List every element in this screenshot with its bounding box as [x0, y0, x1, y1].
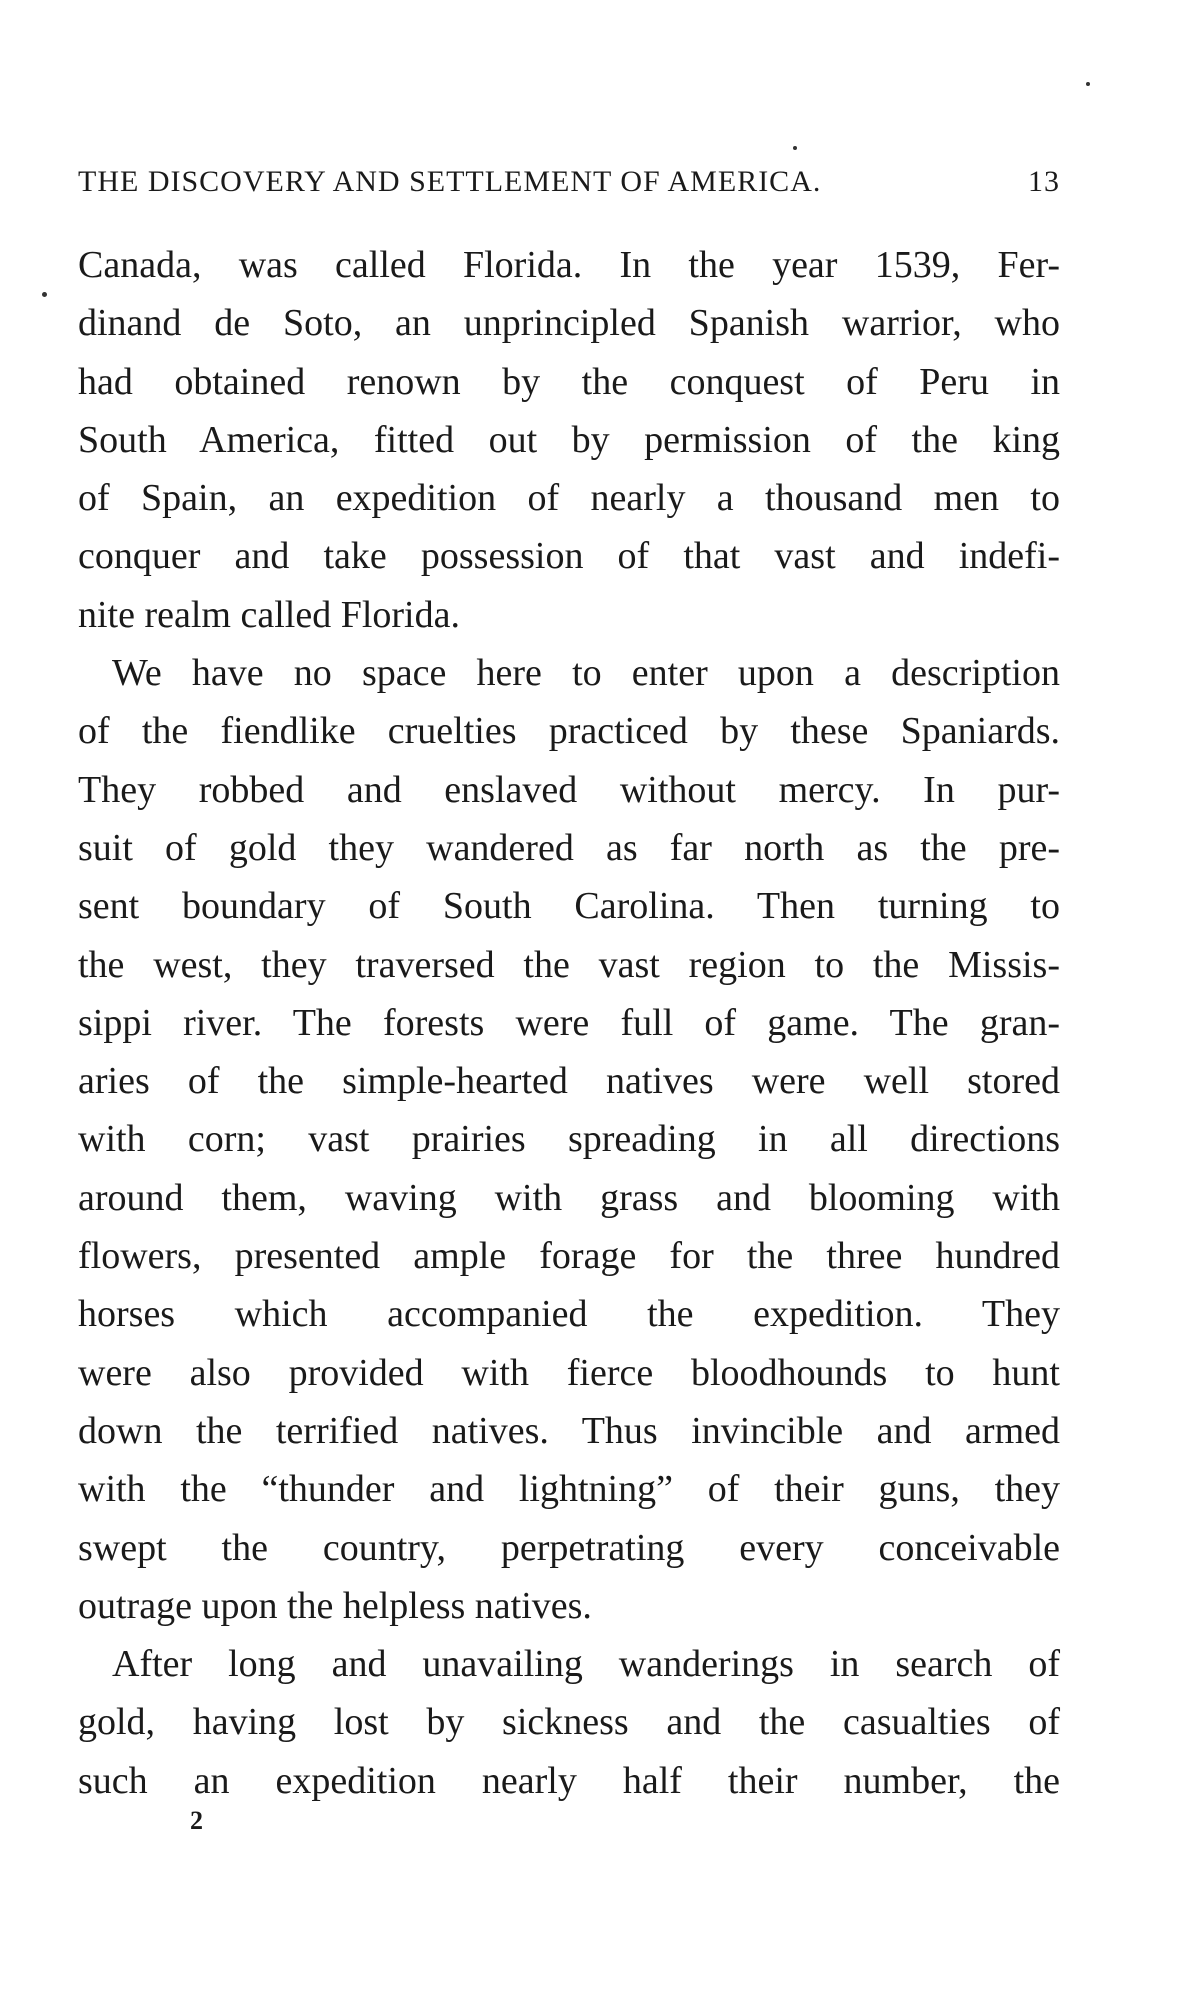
text-line: aries of the simple-hearted natives were well stored: [78, 1060, 1060, 1103]
text-line: sent boundary of South Carolina. Then turning to: [78, 885, 1060, 928]
text-line: They robbed and enslaved without mercy. In pur-: [78, 768, 1060, 811]
text-line: had obtained renown by the conquest of Peru in: [78, 360, 1060, 403]
paragraph-3: [78, 1635, 1060, 1810]
text-line: dinand de Soto, an unprincipled Spanish warrior, who: [78, 302, 1060, 345]
text-line: of the fiendlike cruelties practiced by these Spaniards.: [78, 710, 1060, 753]
signature-mark: 2: [190, 1806, 203, 1835]
text-line: sippi river. The forests were full of game. The gran-: [78, 1001, 1060, 1044]
text-line: of Spain, an expedition of nearly a thousand men to: [78, 477, 1060, 520]
body-text: [78, 236, 1060, 1810]
text-line: down the terrified natives. Thus invincible and armed: [78, 1409, 1060, 1452]
running-head-title: THE DISCOVERY AND SETTLEMENT OF AMERICA.: [78, 165, 822, 198]
text-line: flowers, presented ample forage for the three hundred: [78, 1235, 1060, 1278]
text-line: Canada, was called Florida. In the year 1539, Fer-: [78, 244, 1060, 286]
text-line: South America, fitted out by permission of the king: [78, 418, 1060, 461]
text-line: such an expedition nearly half their number, the: [78, 1759, 1060, 1802]
text-line: nite realm called Florida.: [78, 593, 460, 636]
text-line: gold, having lost by sickness and the casualties of: [78, 1701, 1060, 1744]
text-line: with corn; vast prairies spreading in all directions: [78, 1118, 1060, 1161]
text-line: around them, waving with grass and blooming with: [78, 1176, 1060, 1219]
scan-speck: [793, 146, 797, 150]
running-head: [78, 160, 1060, 204]
scan-speck: [42, 292, 47, 297]
text-line: horses which accompanied the expedition. They: [78, 1293, 1060, 1336]
text-line: swept the country, perpetrating every conceivable: [78, 1526, 1060, 1569]
scan-speck: [1086, 82, 1090, 86]
text-line: outrage upon the helpless natives.: [78, 1584, 592, 1627]
text-line: After long and unavailing wanderings in search of: [112, 1643, 1060, 1686]
text-line: suit of gold they wandered as far north as the pre-: [78, 826, 1060, 869]
page-number: 13: [1028, 165, 1060, 198]
text-line: conquer and take possession of that vast and indefi-: [78, 535, 1060, 578]
paragraph-2: [78, 644, 1060, 1635]
paragraph-1: [78, 236, 1060, 644]
text-line: were also provided with fierce bloodhounds to hunt: [78, 1351, 1060, 1394]
text-line: We have no space here to enter upon a description: [112, 652, 1060, 695]
text-line: with the “thunder and lightning” of their guns, they: [78, 1468, 1060, 1511]
text-line: the west, they traversed the vast region to the Missis-: [78, 943, 1060, 986]
